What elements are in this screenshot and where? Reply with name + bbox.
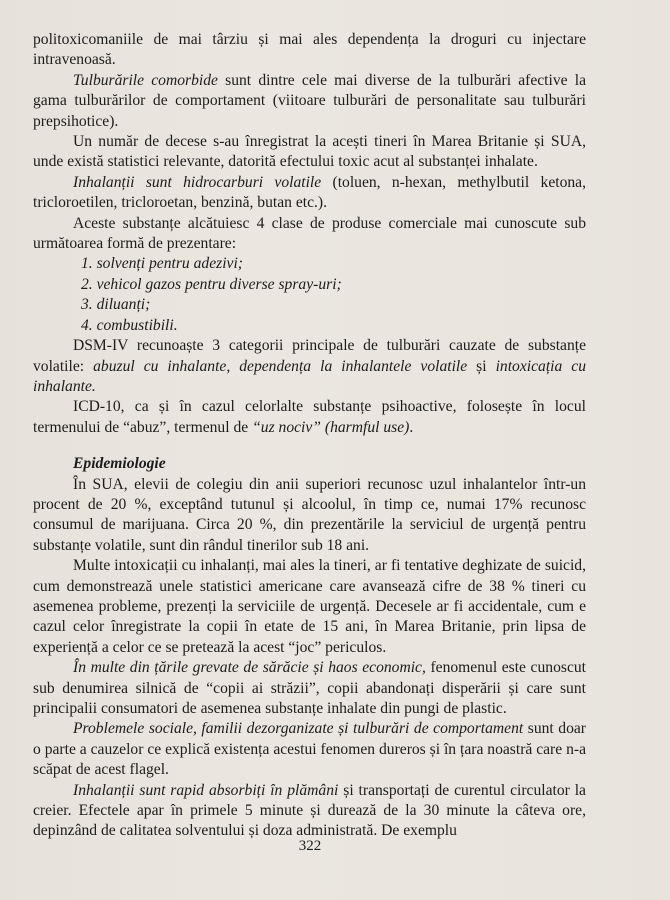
product-class-list	[33, 254, 586, 336]
italic-phrase: “uz nociv” (harmful use)	[252, 418, 410, 436]
paragraph-5: Aceste substanțe alcătuiesc 4 clase de produse comerciale mai cunoscute sub următoarea formă de prezentare:	[33, 214, 586, 253]
paragraph-2	[33, 71, 586, 132]
paragraph-11	[33, 719, 586, 780]
body-text	[33, 30, 586, 842]
italic-phrase: abuzul cu inhalante, dependența la inhalantele volatile	[93, 357, 468, 375]
paragraph-text: sunt dintre cele mai diverse de la tulburări afective la gama tulburărilor de comportament (viitoare tulburări de personalitate sau tulburări prepsihotice).	[33, 71, 587, 130]
paragraph-8: În SUA, elevii de colegiu din anii superiori recunosc uzul inhalantelor într-un procent de 20 %, exceptând tutunul și alcoolul, în timp ce, numai 17% recunosc consumul de marijuana. Circa 20 %, din prezentările la serviciul de urgență pentru substanțe volatile, sunt din rândul tinerilor sub 18 ani.	[33, 475, 586, 554]
paragraph-9: Multe intoxicații cu inhalanți, mai ales la tineri, ar fi tentative deghizate de suicid, cum demonstrează unele statistici americane care avansează cifre de 38 % tineri cu asemenea probleme, prezenți la serviciile de urgență. Decesele ar fi accidentale, cum e cazul celor înregistrate la copii în etate de 15 ani, în Marea Britanie, prin lipsa de experiență a celor ce se pretează la acest “joc” periculos.	[33, 557, 586, 656]
paragraph-text: și transportați de curentul circulator la creier. Efectele apar în primele 5 minute și durează de la 30 minute la câteva ore, depinzând de calitatea solventului și doza administrată. De exemplu	[33, 781, 586, 840]
paragraph-10	[33, 658, 586, 719]
paragraph-4	[33, 173, 586, 214]
list-item: 1. solvenți pentru adezivi;	[81, 255, 243, 273]
list-item: 2. vehicol gazos pentru diverse spray-uri;	[81, 275, 342, 293]
section-heading: Epidemiologie	[73, 455, 166, 473]
italic-phrase: intoxicația cu inhalante.	[33, 357, 587, 395]
paragraph-text: fenomenul este cunoscut sub denumirea silnică de “copii ai străzii”, copii abandonați disperării și care sunt principalii consumatori de asemenea substanțe inhalate din pungi de plastic.	[33, 659, 586, 717]
page-number: 322	[298, 838, 322, 854]
paragraph-7: ICD-10, ca și în cazul celorlalte substanțe psihoactive, folosește în locul termenului de “abuz”, termenul de “uz nociv” (harmful use).	[33, 398, 586, 436]
paragraph-6: DSM-IV recunoaște 3 categorii principale de tulburări cauzate de substanțe volatile: abuzul cu inhalante, dependența la inhalantele volatile și intoxicația cu inhalante.	[33, 337, 587, 395]
paragraph-text: (toluen, n-hexan, methylbutil ketona, tricloroetilen, tricloroetan, benzină, butan etc.).	[33, 173, 586, 212]
italic-phrase: Inhalanții sunt rapid absorbiți în plămâni	[73, 781, 339, 799]
list-item: 3. diluanți;	[81, 296, 151, 314]
list-item: 4. combustibili.	[81, 316, 178, 334]
paragraph-3: Un număr de decese s-au înregistrat la acești tineri în Marea Britanie și SUA, unde există statistici relevante, datorită efectului toxic acut al substanței inhalate.	[33, 133, 586, 171]
italic-phrase: Tulburările comorbide	[73, 71, 218, 89]
paragraph-12	[33, 781, 586, 842]
italic-phrase: În multe din țările grevate de sărăcie și haos economic,	[73, 659, 426, 677]
italic-phrase: Inhalanții sunt hidrocarburi volatile	[73, 173, 322, 191]
paragraph-text: sunt doar o parte a cauzelor ce explică existența acestui fenomen dureros și în țara noastră care n-a scăpat de acest flagel.	[33, 720, 586, 779]
italic-phrase: Problemele sociale, familii dezorganizate și tulburări de comportament	[73, 720, 524, 738]
paragraph-1: politoxicomaniile de mai târziu și mai ales dependența la droguri cu injectare intravenoasă.	[33, 31, 586, 69]
